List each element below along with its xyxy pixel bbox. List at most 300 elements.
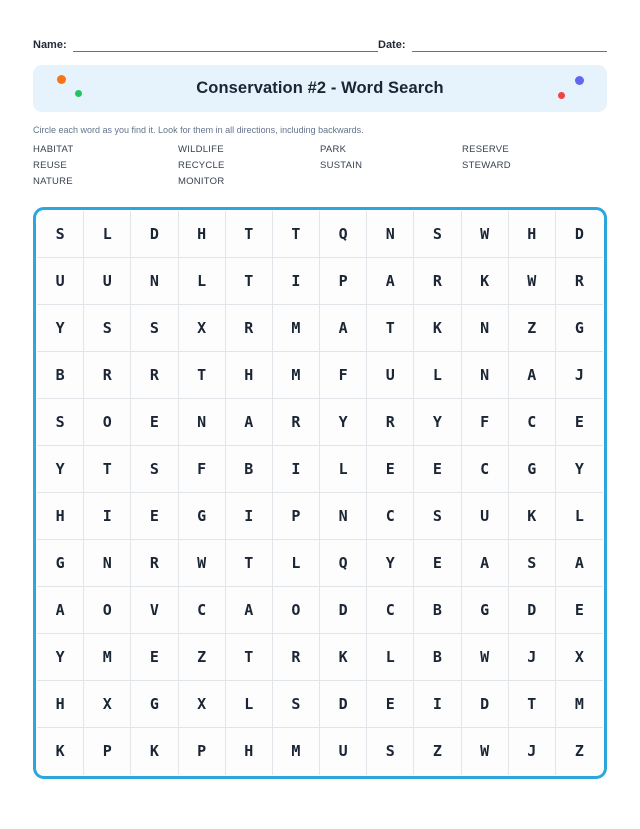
grid-letter: A [574, 553, 584, 572]
grid-cell[interactable] [179, 211, 226, 258]
grid-letter: Y [55, 647, 65, 666]
grid-letter: H [197, 224, 207, 243]
grid-letter: J [574, 365, 584, 384]
grid-letter: T [291, 224, 301, 243]
grid-letter: H [55, 694, 65, 713]
date-label: Date: [378, 39, 406, 51]
grid-letter: H [527, 224, 537, 243]
grid-letter: M [291, 742, 301, 760]
grid-letter: S [527, 553, 537, 572]
grid-letter: Z [432, 742, 442, 760]
grid-cell[interactable] [131, 681, 178, 728]
grid-letter: N [338, 506, 348, 525]
word-search-grid[interactable] [37, 211, 603, 775]
grid-letter: Y [338, 412, 348, 431]
grid-letter: X [197, 694, 207, 713]
grid-cell[interactable] [131, 258, 178, 305]
grid-cell[interactable] [179, 587, 226, 634]
grid-cell[interactable] [37, 258, 84, 305]
grid-letter: G [55, 553, 65, 572]
word-item[interactable]: HABITAT [33, 143, 74, 155]
grid-cell[interactable] [509, 211, 556, 258]
grid-letter: N [385, 224, 395, 243]
grid-letter: A [385, 271, 395, 290]
word-item[interactable]: RESERVE [462, 143, 509, 155]
grid-cell[interactable] [509, 258, 556, 305]
grid-cell[interactable] [462, 211, 509, 258]
grid-letter: G [149, 694, 159, 713]
grid-letter: X [102, 694, 112, 713]
grid-letter: K [527, 506, 537, 525]
grid-cell[interactable] [462, 681, 509, 728]
grid-cell[interactable] [414, 446, 461, 493]
grid-cell[interactable] [320, 446, 367, 493]
grid-cell[interactable] [273, 446, 320, 493]
grid-cell[interactable] [84, 681, 131, 728]
grid-cell[interactable] [320, 305, 367, 352]
grid-cell[interactable] [131, 540, 178, 587]
grid-cell[interactable] [556, 258, 603, 305]
grid-cell[interactable] [226, 728, 273, 775]
grid-cell[interactable] [84, 211, 131, 258]
grid-cell[interactable] [414, 305, 461, 352]
grid-cell[interactable] [367, 258, 414, 305]
grid-letter: U [55, 271, 65, 290]
grid-cell[interactable] [320, 634, 367, 681]
grid-cell[interactable] [462, 540, 509, 587]
grid-cell[interactable] [273, 211, 320, 258]
grid-letter: I [291, 271, 301, 290]
grid-letter: L [385, 647, 395, 666]
grid-cell[interactable] [367, 211, 414, 258]
grid-cell[interactable] [414, 728, 461, 775]
grid-letter: M [102, 647, 112, 666]
word-list-row [33, 141, 607, 157]
decorative-dot-orange-icon [57, 75, 66, 84]
grid-letter: Y [432, 412, 442, 431]
grid-cell[interactable] [509, 399, 556, 446]
grid-cell[interactable] [414, 540, 461, 587]
grid-letter: O [291, 600, 301, 619]
grid-cell[interactable] [179, 634, 226, 681]
grid-cell[interactable] [414, 399, 461, 446]
grid-cell[interactable] [131, 587, 178, 634]
grid-letter: H [55, 506, 65, 525]
grid-letter: Y [574, 459, 584, 478]
grid-letter: R [432, 271, 442, 290]
grid-letter: X [574, 647, 584, 666]
grid-cell[interactable] [226, 540, 273, 587]
grid-cell[interactable] [226, 399, 273, 446]
grid-letter: A [527, 365, 537, 384]
grid-cell[interactable] [367, 634, 414, 681]
grid-cell[interactable] [131, 446, 178, 493]
grid-cell[interactable] [273, 352, 320, 399]
grid-letter: C [385, 506, 395, 525]
grid-cell[interactable] [367, 728, 414, 775]
grid-cell[interactable] [84, 540, 131, 587]
grid-cell[interactable] [273, 681, 320, 728]
grid-letter: T [102, 459, 112, 478]
grid-cell[interactable] [84, 728, 131, 775]
grid-cell[interactable] [37, 587, 84, 634]
grid-letter: Q [338, 553, 348, 572]
grid-letter: D [574, 224, 584, 243]
grid-letter: R [149, 553, 159, 572]
grid-letter: S [432, 224, 442, 243]
grid-cell[interactable] [556, 399, 603, 446]
grid-letter: A [480, 553, 490, 572]
grid-cell[interactable] [414, 352, 461, 399]
grid-letter: F [338, 365, 348, 384]
grid-letter: A [55, 600, 65, 619]
word-item[interactable]: SUSTAIN [320, 159, 363, 171]
grid-cell[interactable] [37, 399, 84, 446]
grid-letter: M [291, 365, 301, 384]
grid-cell[interactable] [37, 211, 84, 258]
grid-letter: Q [338, 224, 348, 243]
grid-cell[interactable] [556, 305, 603, 352]
grid-letter: A [244, 600, 254, 619]
grid-cell[interactable] [367, 446, 414, 493]
grid-letter: N [102, 553, 112, 572]
grid-cell[interactable] [84, 352, 131, 399]
grid-cell[interactable] [462, 493, 509, 540]
grid-cell[interactable] [509, 446, 556, 493]
grid-letter: Y [385, 553, 395, 572]
grid-letter: K [480, 271, 490, 290]
grid-cell[interactable] [556, 352, 603, 399]
grid-cell[interactable] [179, 258, 226, 305]
grid-letter: E [385, 694, 395, 713]
grid-letter: R [149, 365, 159, 384]
grid-letter: D [338, 600, 348, 619]
grid-cell[interactable] [509, 634, 556, 681]
grid-cell[interactable] [273, 305, 320, 352]
grid-letter: C [197, 600, 207, 619]
grid-cell[interactable] [556, 493, 603, 540]
grid-cell[interactable] [131, 352, 178, 399]
grid-letter: T [244, 224, 254, 243]
grid-letter: Y [55, 459, 65, 478]
grid-cell[interactable] [320, 399, 367, 446]
grid-letter: B [432, 600, 442, 619]
grid-letter: G [197, 506, 207, 525]
grid-cell[interactable] [556, 728, 603, 775]
grid-letter: F [480, 412, 490, 431]
word-list [33, 141, 607, 189]
grid-cell[interactable] [226, 352, 273, 399]
grid-cell[interactable] [414, 211, 461, 258]
grid-letter: L [197, 271, 207, 290]
grid-cell[interactable] [37, 446, 84, 493]
grid-cell[interactable] [273, 540, 320, 587]
grid-cell[interactable] [462, 352, 509, 399]
grid-letter: Z [574, 742, 584, 760]
instructions-text: Circle each word as you find it. Look for them in all directions, including backwards. [33, 125, 364, 135]
grid-cell[interactable] [462, 399, 509, 446]
grid-cell[interactable] [131, 305, 178, 352]
grid-cell[interactable] [131, 493, 178, 540]
grid-cell[interactable] [273, 399, 320, 446]
grid-cell[interactable] [226, 305, 273, 352]
grid-cell[interactable] [273, 587, 320, 634]
grid-cell[interactable] [462, 728, 509, 775]
grid-letter: W [480, 224, 490, 243]
grid-cell[interactable] [131, 399, 178, 446]
grid-cell[interactable] [320, 728, 367, 775]
grid-cell[interactable] [462, 305, 509, 352]
grid-cell[interactable] [462, 634, 509, 681]
grid-cell[interactable] [84, 634, 131, 681]
grid-letter: T [244, 647, 254, 666]
name-field[interactable] [33, 38, 378, 52]
grid-cell[interactable] [84, 399, 131, 446]
grid-letter: Z [527, 318, 537, 337]
grid-cell[interactable] [462, 446, 509, 493]
grid-letter: N [149, 271, 159, 290]
grid-letter: E [432, 553, 442, 572]
grid-cell[interactable] [320, 587, 367, 634]
grid-letter: L [574, 506, 584, 525]
grid-letter: S [291, 694, 301, 713]
grid-letter: N [480, 365, 490, 384]
grid-cell[interactable] [414, 681, 461, 728]
word-item[interactable]: PARK [320, 143, 347, 155]
grid-cell[interactable] [367, 681, 414, 728]
word-item[interactable]: MONITOR [178, 175, 225, 187]
grid-cell[interactable] [556, 587, 603, 634]
grid-cell[interactable] [414, 587, 461, 634]
grid-cell[interactable] [226, 211, 273, 258]
grid-cell[interactable] [367, 493, 414, 540]
grid-letter: B [55, 365, 65, 384]
grid-letter: L [102, 224, 112, 243]
grid-cell[interactable] [37, 681, 84, 728]
grid-cell[interactable] [509, 728, 556, 775]
grid-cell[interactable] [509, 587, 556, 634]
grid-letter: O [102, 600, 112, 619]
word-search-grid-container [33, 207, 607, 779]
date-field[interactable] [378, 38, 607, 52]
grid-cell[interactable] [84, 305, 131, 352]
grid-letter: N [480, 318, 490, 337]
grid-cell[interactable] [556, 540, 603, 587]
grid-cell[interactable] [414, 493, 461, 540]
grid-letter: T [385, 318, 395, 337]
word-list-row [33, 173, 607, 189]
grid-letter: D [149, 224, 159, 243]
grid-cell[interactable] [37, 728, 84, 775]
grid-cell[interactable] [226, 587, 273, 634]
grid-cell[interactable] [37, 305, 84, 352]
grid-cell[interactable] [131, 634, 178, 681]
grid-cell[interactable] [320, 352, 367, 399]
grid-letter: U [385, 365, 395, 384]
grid-cell[interactable] [509, 540, 556, 587]
grid-letter: T [244, 271, 254, 290]
grid-letter: P [338, 271, 348, 290]
decorative-dot-green-icon [75, 90, 82, 97]
grid-letter: C [527, 412, 537, 431]
grid-letter: S [102, 318, 112, 337]
grid-letter: T [527, 694, 537, 713]
grid-cell[interactable] [556, 634, 603, 681]
grid-letter: L [338, 459, 348, 478]
grid-cell[interactable] [84, 258, 131, 305]
grid-cell[interactable] [509, 305, 556, 352]
grid-letter: W [480, 742, 490, 760]
grid-letter: J [527, 647, 537, 666]
grid-cell[interactable] [556, 211, 603, 258]
name-date-row [33, 0, 607, 52]
grid-letter: S [149, 459, 159, 478]
grid-cell[interactable] [273, 634, 320, 681]
grid-cell[interactable] [320, 493, 367, 540]
name-label: Name: [33, 39, 67, 51]
grid-cell[interactable] [556, 446, 603, 493]
grid-letter: E [149, 412, 159, 431]
grid-letter: E [432, 459, 442, 478]
grid-cell[interactable] [367, 399, 414, 446]
grid-letter: H [244, 365, 254, 384]
grid-letter: R [244, 318, 254, 337]
grid-letter: R [574, 271, 584, 290]
grid-letter: I [432, 694, 442, 713]
grid-cell[interactable] [462, 587, 509, 634]
grid-cell[interactable] [226, 634, 273, 681]
grid-letter: D [527, 600, 537, 619]
grid-cell[interactable] [84, 446, 131, 493]
grid-cell[interactable] [367, 352, 414, 399]
grid-cell[interactable] [320, 211, 367, 258]
grid-cell[interactable] [37, 493, 84, 540]
grid-cell[interactable] [84, 587, 131, 634]
grid-cell[interactable] [462, 258, 509, 305]
word-list-row [33, 157, 607, 173]
grid-letter: S [432, 506, 442, 525]
grid-letter: G [480, 600, 490, 619]
grid-letter: B [244, 459, 254, 478]
name-input-line[interactable] [73, 38, 378, 52]
grid-letter: R [291, 412, 301, 431]
grid-cell[interactable] [179, 540, 226, 587]
grid-letter: U [338, 742, 348, 760]
grid-letter: E [574, 600, 584, 619]
word-item[interactable]: WILDLIFE [178, 143, 224, 155]
grid-letter: R [102, 365, 112, 384]
decorative-dot-purple-icon [575, 76, 584, 85]
grid-letter: E [574, 412, 584, 431]
grid-cell[interactable] [179, 493, 226, 540]
grid-letter: E [149, 647, 159, 666]
grid-cell[interactable] [509, 352, 556, 399]
grid-letter: P [102, 742, 112, 760]
grid-letter: K [338, 647, 348, 666]
grid-cell[interactable] [414, 258, 461, 305]
grid-cell[interactable] [509, 493, 556, 540]
grid-letter: W [197, 553, 207, 572]
grid-letter: C [385, 600, 395, 619]
grid-letter: E [385, 459, 395, 478]
grid-cell[interactable] [414, 634, 461, 681]
grid-cell[interactable] [320, 681, 367, 728]
grid-letter: G [527, 459, 537, 478]
grid-cell[interactable] [273, 493, 320, 540]
grid-cell[interactable] [556, 681, 603, 728]
grid-letter: M [574, 694, 584, 713]
word-item[interactable]: RECYCLE [178, 159, 225, 171]
grid-letter: T [197, 365, 207, 384]
date-input-line[interactable] [412, 38, 607, 52]
word-item[interactable]: STEWARD [462, 159, 511, 171]
grid-cell[interactable] [131, 728, 178, 775]
grid-letter: A [244, 412, 254, 431]
grid-cell[interactable] [84, 493, 131, 540]
grid-letter: S [385, 742, 395, 760]
grid-cell[interactable] [273, 258, 320, 305]
grid-letter: K [55, 742, 65, 760]
grid-letter: U [480, 506, 490, 525]
grid-cell[interactable] [179, 399, 226, 446]
grid-cell[interactable] [179, 681, 226, 728]
page-title: Conservation #2 - Word Search [196, 79, 444, 97]
grid-cell[interactable] [320, 258, 367, 305]
grid-letter: X [197, 318, 207, 337]
grid-cell[interactable] [367, 540, 414, 587]
grid-cell[interactable] [37, 634, 84, 681]
grid-letter: T [244, 553, 254, 572]
grid-cell[interactable] [226, 681, 273, 728]
grid-letter: B [432, 647, 442, 666]
grid-letter: E [149, 506, 159, 525]
grid-letter: P [291, 506, 301, 525]
grid-cell[interactable] [179, 305, 226, 352]
word-item[interactable]: REUSE [33, 159, 67, 171]
grid-cell[interactable] [131, 211, 178, 258]
grid-cell[interactable] [226, 493, 273, 540]
grid-cell[interactable] [509, 681, 556, 728]
grid-cell[interactable] [320, 540, 367, 587]
grid-letter: K [432, 318, 442, 337]
grid-cell[interactable] [179, 446, 226, 493]
grid-cell[interactable] [226, 446, 273, 493]
grid-letter: J [527, 742, 537, 760]
grid-letter: I [102, 506, 112, 525]
grid-cell[interactable] [179, 352, 226, 399]
grid-letter: G [574, 318, 584, 337]
grid-letter: N [197, 412, 207, 431]
grid-letter: W [480, 647, 490, 666]
grid-letter: Z [197, 647, 207, 666]
grid-letter: Y [55, 318, 65, 337]
grid-cell[interactable] [367, 305, 414, 352]
grid-cell[interactable] [37, 540, 84, 587]
grid-cell[interactable] [37, 352, 84, 399]
grid-letter: M [291, 318, 301, 337]
grid-cell[interactable] [273, 728, 320, 775]
grid-letter: I [244, 506, 254, 525]
grid-letter: F [197, 459, 207, 478]
grid-letter: A [338, 318, 348, 337]
grid-cell[interactable] [179, 728, 226, 775]
grid-letter: L [432, 365, 442, 384]
word-item[interactable]: NATURE [33, 175, 73, 187]
grid-cell[interactable] [367, 587, 414, 634]
grid-cell[interactable] [226, 258, 273, 305]
grid-letter: U [102, 271, 112, 290]
grid-letter: L [244, 694, 254, 713]
